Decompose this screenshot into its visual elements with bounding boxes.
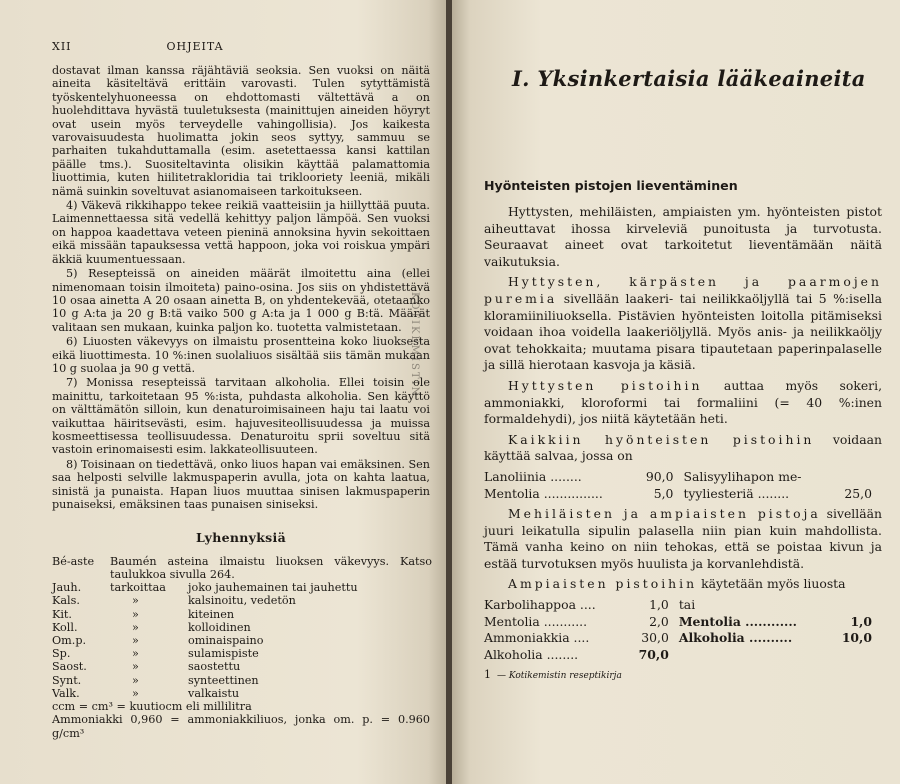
table-row [52,608,432,621]
table-row: Karbolihappoa .... 1,0 tai [484,597,696,613]
abbr-key: Synt. [52,673,82,687]
abbr-desc: synteettinen [188,673,259,687]
paragraph: Kaikkiin hyönteisten pistoihin voidaan käyttää salvaa, jossa on [484,431,882,464]
running-header [52,40,224,53]
abbr-desc: saostettu [188,660,241,674]
table-row [52,594,432,607]
abbr-desc: joko jauhemainen tai jauhettu [188,581,358,595]
paragraph: 6) Liuosten väkevyys on ilmaistu prosentteina koko liuoksesta eikä liuottimesta. 10 %:inen suolaliuos sisältää siis tämän mukaan 10 g suolaa ja 90 g vettä. [52,335,430,375]
abbr-mark: tarkoittaa [110,581,166,595]
paragraph: 7) Monissa resepteissä tarvitaan alkoholia. Ellei toisin ole mainittu, tarkoitetaan 95 %:ista, puhdasta alkoholia. Sen käyttö on välttämätön silloin, kun denaturoimisaineen haju tai laatu voi vaikuttaa häiritsevästi, esim. hajuvesiteollisuudessa ja muissa kosmeettisessa teollisuudessa. Denaturoitu sprii soveltuu sitä vastoin erinomaisesti esim. lakkateollisuuteen. [52,376,430,457]
paragraph: 4) Väkevä rikkihappo tekee reikiä vaatteisiin ja hiillyttää puuta. Laimennettaessa sitä vedellä kehittyy paljon lämpöä. Sen vuoksi on happoa kaadettava veteen pieninä annoksina hyvin sekoittaen eikä missään tapauksessa vettä happoon, joka voi roiskua ympäri äkkiä kuumentuessaan. [52,199,430,266]
abbr-key: Koll. [52,620,78,634]
table-row: Ammoniakkia .... 30,0 Alkoholia .......... 10,0 [484,630,872,646]
abbr-mark: » [132,647,139,661]
abbr-desc: kiteinen [188,607,235,621]
running-head-title: OHJEITA [166,40,224,53]
table-row [52,621,432,634]
right-body [484,204,882,685]
abbr-key: Sp. [52,647,71,661]
spaced-term: Mehiläisten ja ampiaisten pistoja [508,506,821,522]
table-row [52,687,432,700]
table-row: Lanoliinia ........ 90,0 Salisyylihapon me- [484,468,802,484]
abbr-mark: » [132,634,139,648]
paragraph: Ampiaisten pistoihin käytetään myös liuosta [508,576,846,592]
abbr-key: Jauh. [52,581,82,595]
spaced-term: Kaikkiin hyönteisten pistoihin [508,431,815,447]
abbreviations-table [52,555,432,700]
table-row [52,555,432,581]
abbr-desc: valkaistu [188,686,240,700]
chapter-title: I. Yksinkertaisia lääkeaineita [512,66,866,91]
formula-ammonia: Ammoniakki 0,960 = ammoniakkiliuos, jonka om. p. = 0.960 g/cm³ [52,713,430,740]
section-heading: Hyönteisten pistojen lieventäminen [484,178,738,193]
paragraph: Hyttysten, kärpästen ja paarmojen puremia sivellään laakeri- tai neilikkaöljyllä tai 5 %:isella kloramiiniliuoksella. Pistävien hyönteisten loitolla pitämiseksi voidaan ihoa voidella laakeriöljyllä. Myös anis- ja neilikkaöljy ovat tehokkaita; muutama pisara tipautetaan paperinpalaselle ja sillä hierotaan kasvoja ja käsiä. [484,274,882,373]
abbr-mark: » [132,673,139,687]
abbr-key: Kals. [52,594,80,608]
table-row [52,674,432,687]
paragraph: 5) Resepteissä on aineiden määrät ilmoitettu aina (ellei nimenomaan toisin ilmoiteta) paino-osina. Jos siis on yhdistettävä 10 osaa ainetta A 20 osaan ainetta B, on yhdentekevää, otetaanko 10 g A:ta ja 20 g B:tä vaiko 500 g A:ta ja 1 000 g B:tä. Määrät valitaan sen mukaan, kuinka paljon ko. tuotetta valmistetaan. [52,267,430,334]
formula-ccm: ccm = cm³ = kuutiocm eli millilitra [52,700,252,714]
recipe-table-wasp [484,597,882,663]
table-row: Mentolia ............... 5,0 tyyliesteriä ........ 25,0 [484,485,872,501]
abbr-mark: » [132,620,139,634]
spaced-term: Hyttysten pistoihin [508,377,703,393]
right-page [452,0,900,784]
paragraph: 8) Toisinaan on tiedettävä, onko liuos hapan vai emäksinen. Sen saa helposti selville lakmuspaperin avulla, jota on kahta laatua, sinistä ja punaista. Hapan liuos muuttaa sinisen lakmuspaperin punaiseksi, emäksinen taas punaisen siniseksi. [52,457,430,511]
abbr-desc: ominaispaino [188,634,264,648]
abbr-key: Om.p. [52,634,87,648]
spaced-term: Hyttysten, kärpästen ja paarmojen puremia [484,274,882,306]
abbr-desc: kolloidinen [188,620,251,634]
abbr-desc: kalsinoitu, vedetön [188,594,296,608]
abbr-mark: » [132,660,139,674]
left-page [0,0,446,784]
footer-title: — Kotikemistin reseptikirja [497,671,622,682]
recipe-table-salve [484,469,882,502]
abbr-key: Valk. [52,686,80,700]
table-row [52,660,432,673]
spaced-term: Ampiaisten pistoihin [508,576,698,592]
page-number: XII [52,40,72,53]
library-stamp: KOTIKEMISTIN [409,292,420,398]
abbr-key: Kit. [52,607,72,621]
paragraph: Mehiläisten ja ampiaisten pistoja sivellään juuri leikatulla sipulin palasella niin pian kuin mahdollista. Tämä vanha keino on niin tehokas, että se poistaa kivun ja estää turvotuksen myös huulista ja korvanlehdistä. [484,506,882,571]
table-row [52,634,432,647]
abbr-desc: Baumén asteina ilmaistu liuoksen väkevyys. Katso taulukkoa sivulla 264. [110,554,432,582]
footer-mark: 1 [484,668,491,682]
table-row: Mentolia ........... 2,0 Mentolia ............ 1,0 [484,613,872,629]
paragraph: dostavat ilman kanssa räjähtäviä seoksia. Sen vuoksi on näitä aineita käsiteltävä erittäin varovasti. Tulen sytyttämistä työskentelyhuoneessa on ehdottomasti vältettävä a on huolehdittava hyvästä tuuletuksesta (mainittujen aineiden höyryt ovat usein myös terveydelle vahingollisia). Jos kaikesta varovaisuudesta huolimatta jokin seos syttyy, sammuu se parhaiten tukahduttamalla (esim. asetettaessa kansi kattilan päälle tms.). Suositeltavinta olisikin käyttää palamattomia liuottimia, kuten hiilitetrakloridia tai triklooriety leeniä, mikäli nämä suinkin soveltuvat asianomaiseen tarkoitukseen. [52,64,430,198]
table-row [52,581,432,594]
left-body [52,64,430,740]
paragraph: Hyttysten, mehiläisten, ampiaisten ym. hyönteisten pistot aiheuttavat ihossa kirveleviä punoitusta ja turvotusta. Seuraavat aineet ovat tarkoitetut lieventämään näitä vaikutuksia. [484,204,882,269]
abbr-mark: » [132,594,139,608]
table-row [52,647,432,660]
paragraph: Hyttysten pistoihin auttaa myös sokeri, ammoniakki, kloroformi tai formaliini (= 40 %:inen formaldehydi), jos niitä käytetään heti. [484,377,883,427]
abbr-desc: sulamispiste [188,647,259,661]
abbreviations-heading: Lyhennyksiä [196,530,286,546]
table-row: Alkoholia ........ 70,0 [484,646,669,662]
abbr-key: Bé-aste [52,554,95,568]
abbr-mark: » [132,686,139,700]
footer-line [484,667,882,685]
abbr-key: Saost. [52,660,87,674]
abbr-mark: » [132,607,139,621]
